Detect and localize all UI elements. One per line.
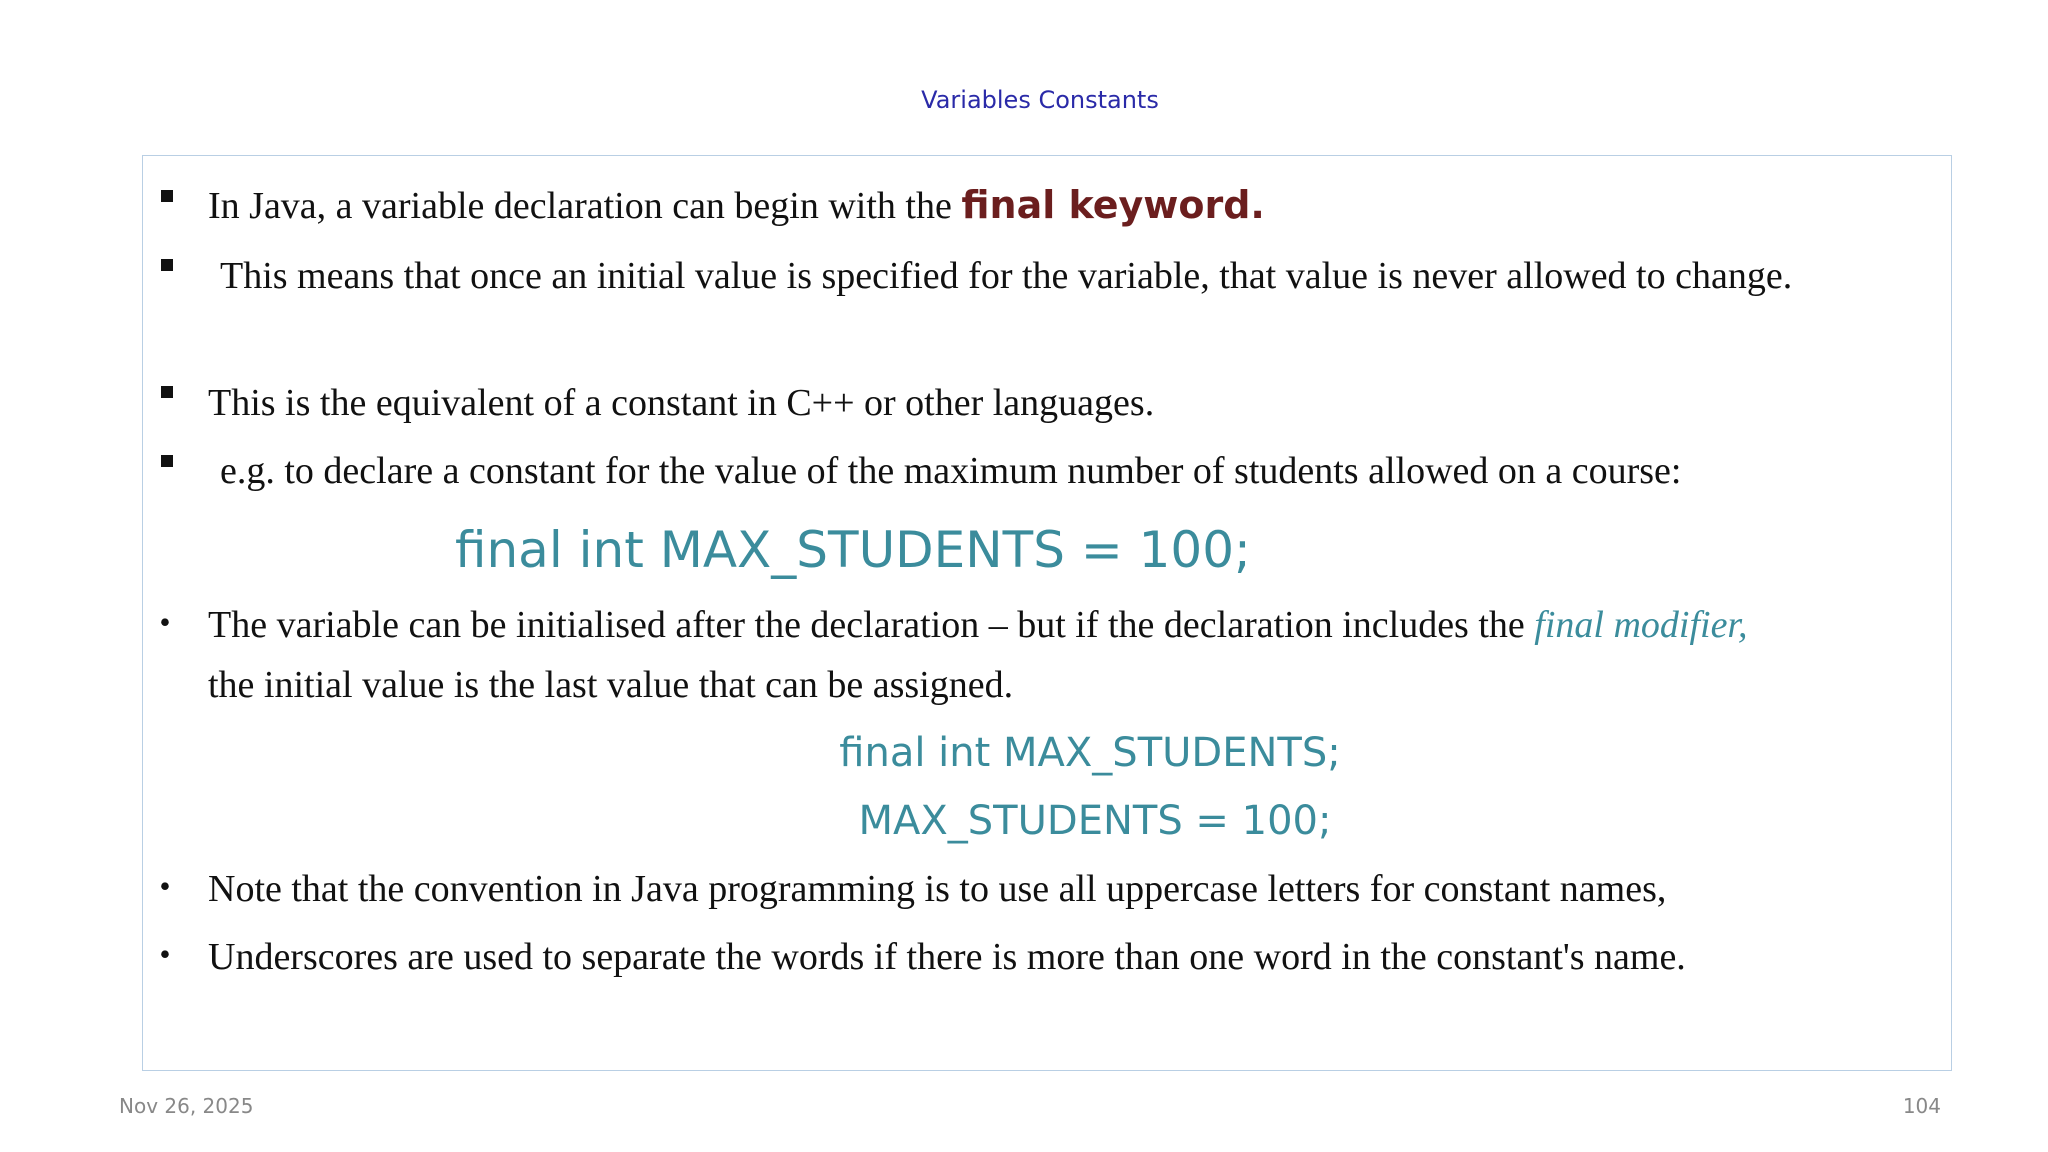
bullet-3-text: This is the equivalent of a constant in C++ or other languages. bbox=[208, 382, 1155, 424]
square-bullet-icon bbox=[161, 386, 173, 398]
footer-page-number: 104 bbox=[1902, 1094, 1941, 1118]
round-bullet-icon: • bbox=[159, 936, 171, 972]
footer-date: Nov 26, 2025 bbox=[119, 1094, 254, 1118]
square-bullet-icon bbox=[161, 190, 173, 202]
slide-title: Variables Constants bbox=[921, 86, 1159, 114]
bullet-6-text: Note that the convention in Java programming is to use all uppercase letters for constant names, bbox=[208, 868, 1667, 910]
square-bullet-icon bbox=[161, 259, 173, 271]
bullet-2-text: This means that once an initial value is specified for the variable, that value is never allowed to change. bbox=[220, 255, 1793, 297]
code-example-declaration: final int MAX_STUDENTS = 100; bbox=[455, 521, 1251, 579]
bullet-1-line bbox=[208, 183, 1265, 227]
final-keyword-emphasis: final keyword. bbox=[961, 183, 1265, 227]
bullet-7-text: Underscores are used to separate the words if there is more than one word in the constant's name. bbox=[208, 936, 1686, 978]
final-modifier-emphasis: final modifier, bbox=[1534, 604, 1748, 646]
round-bullet-icon: • bbox=[159, 868, 171, 904]
bullet-1-text: In Java, a variable declaration can begin with the bbox=[208, 185, 962, 227]
code-example-deferred-declaration: final int MAX_STUDENTS; bbox=[839, 730, 1341, 776]
round-bullet-icon: • bbox=[159, 604, 171, 640]
bullet-4-text: e.g. to declare a constant for the value of the maximum number of students allowed on a course: bbox=[220, 450, 1682, 492]
square-bullet-icon bbox=[161, 455, 173, 467]
bullet-5-text: The variable can be initialised after the declaration – but if the declaration includes the bbox=[208, 604, 1535, 646]
bullet-5-line-1 bbox=[208, 606, 1748, 644]
bullet-5-line-2: the initial value is the last value that can be assigned. bbox=[208, 664, 1014, 706]
code-example-assignment: MAX_STUDENTS = 100; bbox=[858, 798, 1332, 844]
